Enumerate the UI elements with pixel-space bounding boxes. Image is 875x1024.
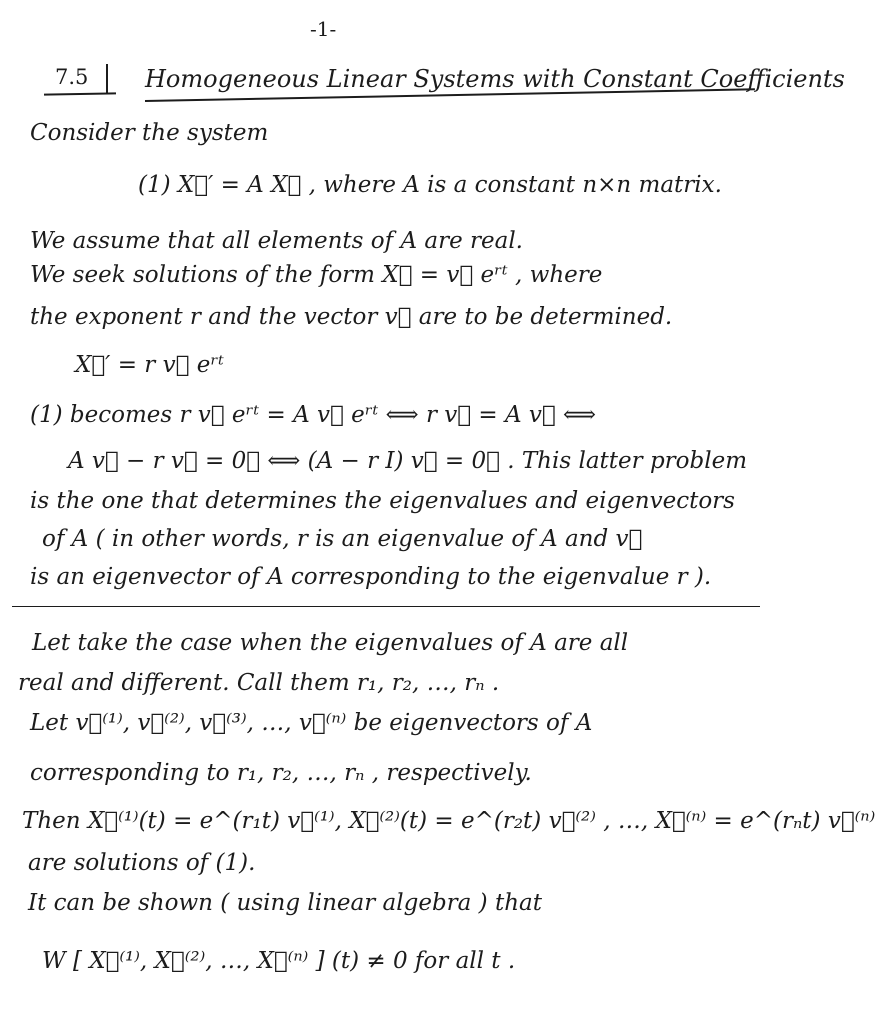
real-different-line: real and different. Call them r₁, r₂, …, rₙ . xyxy=(18,670,500,696)
reduce-line: A v⃗ − r v⃗ = 0⃗ ⟺ (A − r I) v⃗ = 0⃗ . This latter problem xyxy=(68,448,748,474)
in-other-words-line: of A ( in other words, r is an eigenvalue of A and v⃗ xyxy=(42,526,643,552)
equation-one: (1) X⃗′ = A X⃗ , where A is a constant n×n matrix. xyxy=(138,172,722,198)
assumption-line: We assume that all elements of A are real. xyxy=(30,228,523,254)
eigenvector-line: is an eigenvector of A corresponding to the eigenvalue r ). xyxy=(30,564,712,590)
intro-line: Consider the system xyxy=(30,120,269,146)
derivative-equation: X⃗′ = r v⃗ eʳᵗ xyxy=(75,352,224,378)
page-number: -1- xyxy=(310,17,337,41)
section-title: Homogeneous Linear Systems with Constant Coefficients xyxy=(145,65,845,93)
shown-line: It can be shown ( using linear algebra ) that xyxy=(28,890,542,916)
section-number: 7.5 xyxy=(55,65,89,89)
determines-line: is the one that determines the eigenvalues and eigenvectors xyxy=(30,488,735,514)
eigenvectors-line: Let v⃗⁽¹⁾, v⃗⁽²⁾, v⃗⁽³⁾, …, v⃗⁽ⁿ⁾ be eigenvectors of A xyxy=(30,710,593,736)
solutions-equation: Then X⃗⁽¹⁾(t) = e^(r₁t) v⃗⁽¹⁾, X⃗⁽²⁾(t) = e^(r₂t) v⃗⁽²⁾ , …, X⃗⁽ⁿ⁾ = e^(rₙt) v⃗⁽ⁿ⁾ xyxy=(22,808,875,834)
seek-line: We seek solutions of the form X⃗ = v⃗ eʳᵗ , where xyxy=(30,262,603,288)
becomes-line: (1) becomes r v⃗ eʳᵗ = A v⃗ eʳᵗ ⟺ r v⃗ = A v⃗ ⟺ xyxy=(30,402,596,428)
section-number-underline xyxy=(44,92,116,95)
exponent-line: the exponent r and the vector v⃗ are to be determined. xyxy=(30,304,673,330)
are-solutions-line: are solutions of (1). xyxy=(28,850,256,876)
section-divider xyxy=(12,606,760,607)
case-line: Let take the case when the eigenvalues of A are all xyxy=(32,630,629,656)
wronskian-equation: W [ X⃗⁽¹⁾, X⃗⁽²⁾, …, X⃗⁽ⁿ⁾ ] (t) ≠ 0 for all t . xyxy=(42,948,516,974)
corresponding-line: corresponding to r₁, r₂, …, rₙ , respectively. xyxy=(30,760,532,786)
section-number-bracket xyxy=(106,64,108,94)
